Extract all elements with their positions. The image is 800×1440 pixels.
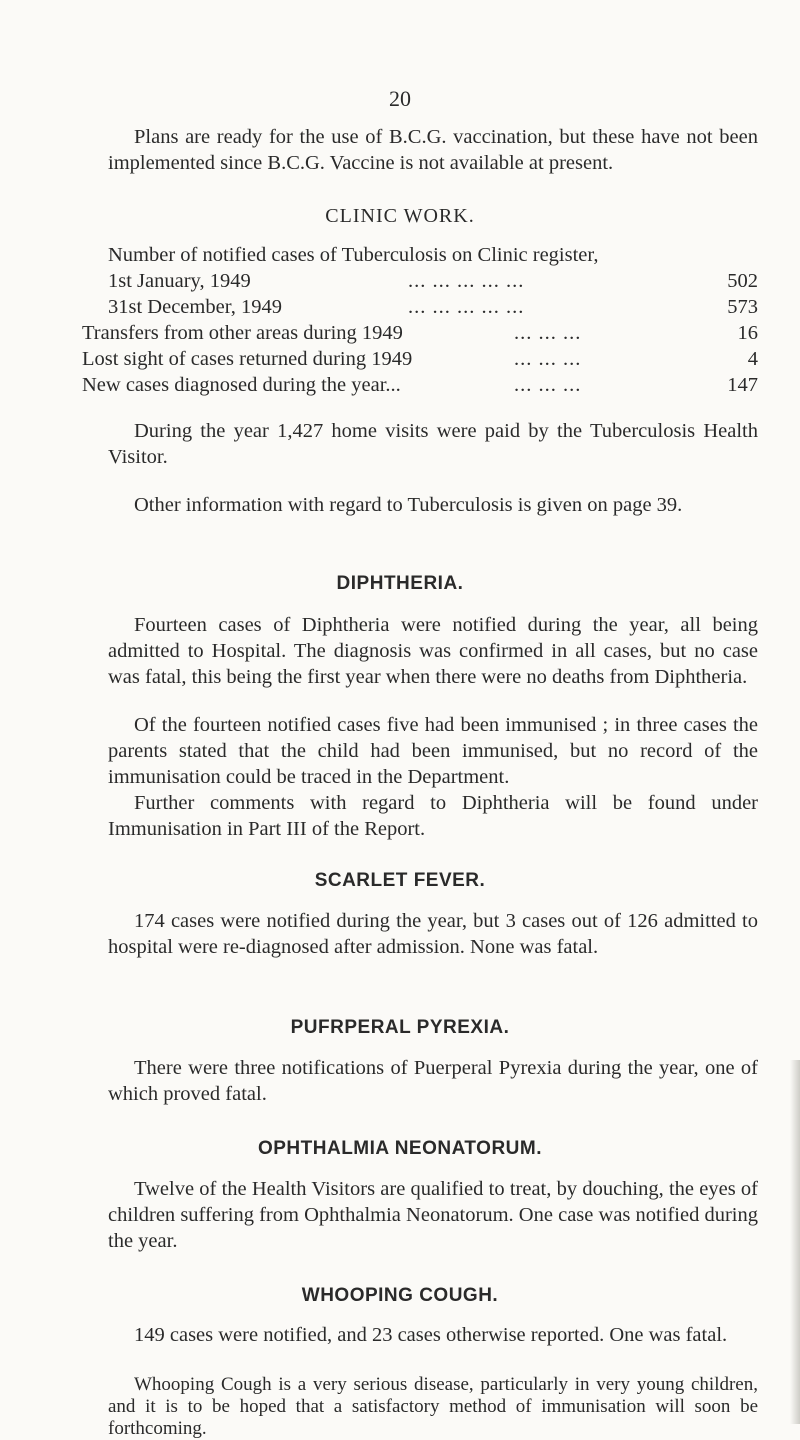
leader-dots: ... ... ... bbox=[514, 374, 582, 396]
home-visits-paragraph: During the year 1,427 home visits were paid by the Tuberculosis Health Visitor. bbox=[108, 420, 758, 468]
diphtheria-paragraph-2: Of the fourteen notified cases five had been immunised ; in three cases the parents stated that the child had been immunised, but no record of the immunisation could be traced in the Department. bbox=[108, 714, 758, 788]
clinic-row-value: 502 bbox=[727, 270, 758, 292]
diphtheria-heading: DIPHTHERIA. bbox=[336, 573, 464, 594]
leader-dots: ... ... ... bbox=[514, 348, 582, 370]
other-info-paragraph: Other information with regard to Tuberculosis is given on page 39. bbox=[134, 494, 683, 516]
clinic-register-label: Number of notified cases of Tuberculosis on Clinic register, bbox=[108, 244, 599, 266]
ophthalmia-heading: OPHTHALMIA NEONATORUM. bbox=[257, 1138, 543, 1159]
clinic-row-value: 16 bbox=[737, 322, 758, 344]
clinic-row-label: 31st December, 1949 bbox=[108, 296, 282, 318]
clinic-row-label: Transfers from other areas during 1949 bbox=[82, 322, 403, 344]
clinic-row-jan bbox=[108, 268, 758, 294]
whooping-cough-paragraph-2: Whooping Cough is a very serious disease, particularly in very young children, and it is to be hoped that a satisfactory method of immunisation will soon be forthcoming. bbox=[108, 1374, 758, 1439]
leader-dots: ... ... ... ... ... bbox=[408, 270, 525, 292]
whooping-cough-paragraph-1: 149 cases were notified, and 23 cases otherwise reported. One was fatal. bbox=[134, 1324, 728, 1346]
scarlet-fever-heading: SCARLET FEVER. bbox=[314, 870, 486, 891]
ophthalmia-paragraph: Twelve of the Health Visitors are qualified to treat, by douching, the eyes of children suffering from Ophthalmia Neonatorum. One case was notified during the year. bbox=[108, 1178, 758, 1252]
clinic-row-value: 4 bbox=[747, 348, 758, 370]
page-edge-shadow bbox=[790, 1060, 800, 1424]
scarlet-fever-paragraph: 174 cases were notified during the year, but 3 cases out of 126 admitted to hospital were re-diagnosed after admission. None was fatal. bbox=[108, 910, 758, 958]
diphtheria-paragraph-1: Fourteen cases of Diphtheria were notified during the year, all being admitted to Hospital. The diagnosis was confirmed in all cases, but no case was fatal, this being the first year when there were no deaths from Diphtheria. bbox=[108, 614, 758, 688]
clinic-row-lost bbox=[82, 346, 758, 372]
leader-dots: ... ... ... ... ... bbox=[408, 296, 525, 318]
diphtheria-paragraph-3: Further comments with regard to Diphtheria will be found under Immunisation in Part III of the Report. bbox=[108, 792, 758, 840]
clinic-work-heading: CLINIC WORK. bbox=[325, 205, 475, 227]
leader-dots: ... ... ... bbox=[514, 322, 582, 344]
clinic-row-new bbox=[82, 372, 758, 398]
intro-paragraph: Plans are ready for the use of B.C.G. vaccination, but these have not been implemented since B.C.G. Vaccine is not available at present. bbox=[108, 126, 758, 174]
page-number: 20 bbox=[389, 86, 411, 111]
puerperal-heading: PUFRPERAL PYREXIA. bbox=[290, 1017, 510, 1038]
clinic-row-label: Lost sight of cases returned during 1949 bbox=[82, 348, 413, 370]
clinic-row-label: New cases diagnosed during the year... bbox=[82, 374, 401, 396]
clinic-row-value: 147 bbox=[727, 374, 758, 396]
clinic-row-value: 573 bbox=[727, 296, 758, 318]
whooping-cough-heading: WHOOPING COUGH. bbox=[301, 1285, 499, 1306]
clinic-row-dec bbox=[108, 294, 758, 320]
clinic-row-label: 1st January, 1949 bbox=[108, 270, 251, 292]
clinic-row-transfers bbox=[82, 320, 758, 346]
puerperal-paragraph: There were three notifications of Puerperal Pyrexia during the year, one of which proved fatal. bbox=[108, 1057, 758, 1105]
